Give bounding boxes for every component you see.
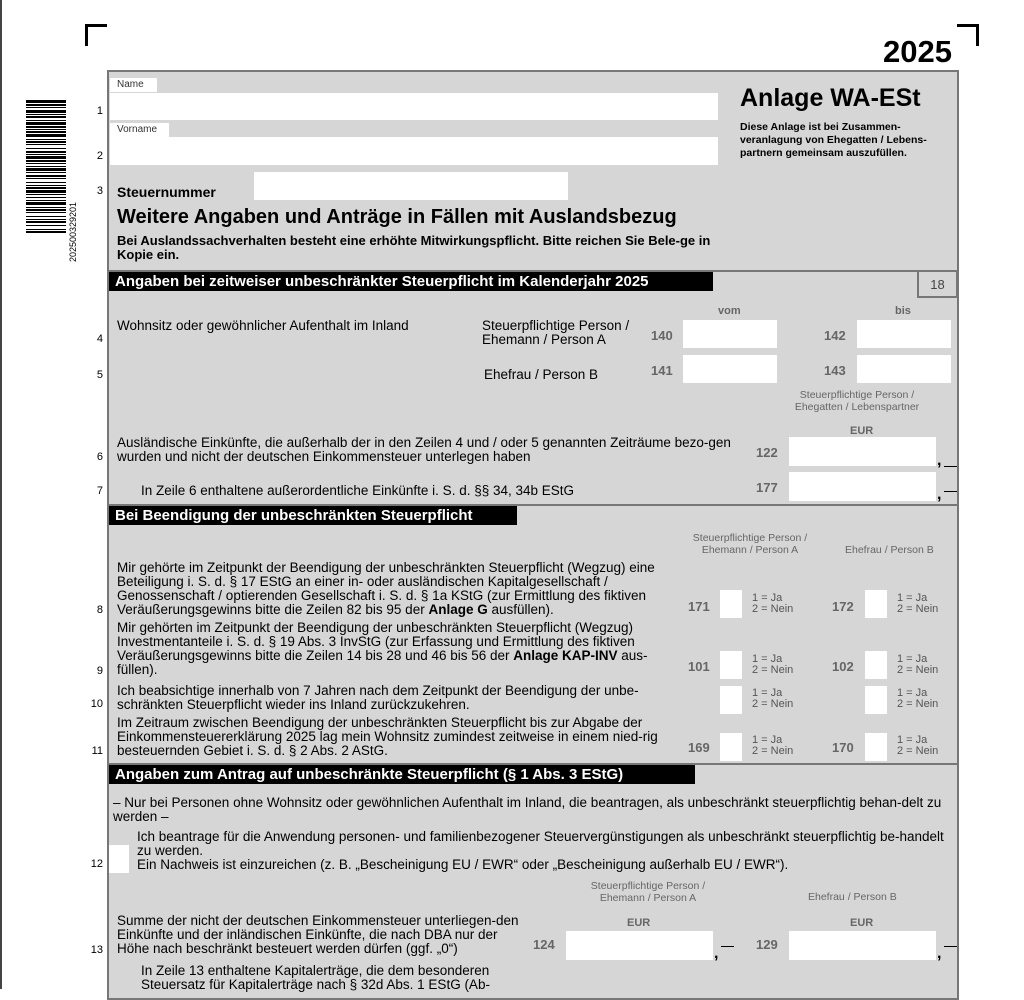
barcode-bar bbox=[26, 187, 66, 189]
year: 2025 bbox=[883, 34, 952, 69]
eur-label: EUR bbox=[627, 917, 651, 929]
field-code-141: 141 bbox=[651, 363, 673, 378]
row4-text: Wohnsitz oder gewöhnlicher Aufenthalt im Inland bbox=[117, 318, 409, 333]
barcode-bar bbox=[26, 185, 66, 186]
barcode-bar bbox=[26, 175, 66, 177]
barcode-bar bbox=[26, 212, 66, 213]
barcode-bar bbox=[26, 154, 66, 155]
line-number: 5 bbox=[96, 369, 103, 381]
vom-date-b[interactable] bbox=[683, 355, 777, 383]
barcode-bar bbox=[26, 190, 66, 193]
barcode bbox=[26, 100, 66, 356]
line-number: 3 bbox=[96, 185, 103, 197]
corner-mark-top-left bbox=[85, 24, 107, 46]
name-label: Name bbox=[110, 78, 157, 92]
row10-text: Ich beabsichtige innerhalb von 7 Jahren nach dem Zeitpunkt der Beendigung der unbe-schränkten Steuerpflicht wieder ins Inland zurückzukehren. bbox=[117, 683, 639, 712]
bis-date-b[interactable] bbox=[857, 355, 951, 383]
line-number: 1 bbox=[96, 105, 103, 117]
vorname-label: Vorname bbox=[110, 123, 169, 137]
barcode-number: 202500329201 bbox=[68, 201, 78, 262]
amount-field-124[interactable] bbox=[566, 931, 713, 960]
barcode-bar bbox=[26, 122, 66, 125]
decimal-comma: , bbox=[937, 945, 942, 962]
column-head-person-b: Ehefrau / Person B bbox=[808, 891, 897, 903]
cents-dash bbox=[944, 946, 957, 947]
field-code-140: 140 bbox=[651, 328, 673, 343]
barcode-bar bbox=[26, 134, 66, 137]
bis-date-a[interactable] bbox=[857, 320, 951, 348]
barcode-bar bbox=[26, 178, 66, 179]
barcode-bar bbox=[26, 160, 66, 162]
checkbox-172[interactable] bbox=[865, 590, 887, 618]
column-head-person-b: Ehefrau / Person B bbox=[845, 544, 934, 556]
name-field[interactable] bbox=[110, 93, 718, 120]
barcode-bar bbox=[26, 151, 66, 153]
column-head-person-a: Steuerpflichtige Person / Ehemann / Person A bbox=[590, 880, 706, 904]
main-heading: Weitere Angaben und Anträge in Fällen mit Auslandsbezug bbox=[117, 206, 677, 228]
row14-text: In Zeile 13 enthaltene Kapitalerträge, die dem besonderen Steuersatz für Kapitalerträge nach § 32d Abs. 1 EStG (Ab- bbox=[141, 963, 490, 992]
barcode-bar bbox=[26, 141, 66, 143]
option-labels: 1 = Ja 2 = Nein bbox=[897, 734, 939, 757]
option-labels: 1 = Ja 2 = Nein bbox=[897, 592, 939, 615]
field-code-124: 124 bbox=[533, 937, 555, 952]
line-number: 10 bbox=[90, 698, 103, 710]
barcode-bar bbox=[26, 107, 66, 108]
row12-text-1: Ich beantrage für die Anwendung personen- und familienbezogener Steuervergünstigungen als unbeschränkt steuerpflichtig be-handelt zu werden. bbox=[137, 829, 944, 858]
line-number: 4 bbox=[96, 333, 103, 345]
section-header-beendigung: Bei Beendigung der unbeschränkten Steuerpflicht bbox=[109, 506, 517, 525]
barcode-bar bbox=[26, 148, 66, 149]
line-number: 8 bbox=[96, 604, 103, 616]
line-number: 2 bbox=[96, 150, 103, 162]
barcode-bar bbox=[26, 100, 66, 103]
person-a-label: Steuerpflichtige Person / Ehemann / Person A bbox=[482, 318, 630, 347]
line-number: 7 bbox=[96, 485, 103, 497]
barcode-bar bbox=[26, 163, 66, 164]
barcode-bar bbox=[26, 207, 66, 208]
option-labels: 1 = Ja 2 = Nein bbox=[752, 687, 794, 710]
barcode-bar bbox=[26, 221, 66, 223]
checkbox-row10-a[interactable] bbox=[720, 686, 742, 714]
field-code-169: 169 bbox=[688, 740, 710, 755]
field-code-142: 142 bbox=[824, 328, 846, 343]
field-code-122: 122 bbox=[756, 445, 778, 460]
barcode-bar bbox=[26, 144, 66, 145]
checkbox-101[interactable] bbox=[720, 651, 742, 679]
vom-label: vom bbox=[718, 305, 741, 317]
barcode-bar bbox=[26, 131, 66, 133]
checkbox-antrag[interactable] bbox=[109, 845, 129, 873]
field-code-102: 102 bbox=[832, 659, 854, 674]
eur-label: EUR bbox=[850, 425, 874, 437]
option-labels: 1 = Ja 2 = Nein bbox=[752, 734, 794, 757]
barcode-bar bbox=[26, 216, 66, 217]
line-number: 9 bbox=[96, 665, 103, 677]
corner-mark-top-right bbox=[957, 24, 979, 46]
row8-text: Mir gehörte im Zeitpunkt der Beendigung der unbeschränkten Steuerpflicht (Wegzug) eine Beteiligung i. S. d. § 17 EStG an einer in- oder ausländischen Kapitalgesellschaft / Genossenschaft / optierenden Gesellschaft i. S. d. § 1a KStG (zur Ermittlung des fiktiven Veräußerungsgewinns bitte die Zeilen 82 bis 95 der Anlage G ausfüllen). bbox=[117, 560, 655, 617]
row6-text: Ausländische Einkünfte, die außerhalb der in den Zeilen 4 und / oder 5 genannten Zeiträume bezo-gen wurden und nicht der deutschen Einkommensteuer unterlegen haben bbox=[117, 435, 731, 464]
amount-field-177[interactable] bbox=[789, 472, 936, 501]
section3-intro: – Nur bei Personen ohne Wohnsitz oder gewöhnlichen Aufenthalt im Inland, die beantragen, als unbeschränkt steuerpflichtig behan-delt zu werden – bbox=[113, 795, 942, 824]
anlage-g-ref: Anlage G bbox=[428, 602, 488, 617]
eur-label: EUR bbox=[850, 917, 874, 929]
anlage-title: Anlage WA-ESt bbox=[740, 84, 921, 112]
checkbox-169[interactable] bbox=[720, 733, 742, 761]
bis-label: bis bbox=[895, 305, 911, 317]
vorname-field[interactable] bbox=[110, 137, 718, 165]
barcode-bar bbox=[26, 114, 66, 115]
section-box-number: 18 bbox=[917, 272, 958, 298]
field-code-101: 101 bbox=[688, 659, 710, 674]
barcode-bar bbox=[26, 126, 66, 128]
barcode-bar bbox=[26, 219, 66, 220]
field-code-129: 129 bbox=[756, 937, 778, 952]
field-code-172: 172 bbox=[832, 599, 854, 614]
line-number: 6 bbox=[96, 451, 103, 463]
line-number: 13 bbox=[90, 944, 103, 956]
section-header-zeitweise: Angaben bei zeitweiser unbeschränkter Steuerpflicht im Kalenderjahr 2025 bbox=[109, 272, 713, 291]
line-number: 11 bbox=[91, 745, 103, 757]
steuernummer-label: Steuernummer bbox=[117, 184, 216, 200]
person-b-label: Ehefrau / Person B bbox=[484, 367, 599, 382]
row9-text: Mir gehörten im Zeitpunkt der Beendigung der unbeschränkten Steuerpflicht (Wegzug) Investmentanteile i. S. d. § 19 Abs. 3 InvStG (zur Erfassung und Ermittlung des fiktiven Veräußerungsgewinns bitte die Zeilen 14 bis 28 und 46 bis 56 der Anlage KAP-INV aus-füllen). bbox=[117, 620, 648, 677]
barcode-bar bbox=[26, 231, 66, 233]
anlage-note: Diese Anlage ist bei Zusammen-veranlagung von Ehegatten / Lebens-partnern gemeinsam auszufüllen. bbox=[740, 121, 927, 159]
option-labels: 1 = Ja 2 = Nein bbox=[752, 592, 794, 615]
row12-text-2: Ein Nachweis ist einzureichen (z. B. „Bescheinigung EU / EWR“ oder „Bescheinigung außerhalb EU / EWR“). bbox=[137, 857, 789, 872]
barcode-bar bbox=[26, 200, 66, 201]
barcode-bar bbox=[26, 182, 66, 183]
barcode-bar bbox=[26, 197, 66, 198]
main-subheading: Bei Auslandssachverhalten besteht eine erhöhte Mitwirkungspflicht. Bitte reichen Sie Bele-ge in Kopie ein. bbox=[117, 233, 711, 262]
barcode-bar bbox=[26, 225, 66, 226]
checkbox-102[interactable] bbox=[865, 651, 887, 679]
decimal-comma: , bbox=[937, 452, 942, 469]
barcode-bar bbox=[26, 172, 66, 173]
cents-dash bbox=[721, 946, 734, 947]
barcode-bar bbox=[26, 168, 66, 171]
checkbox-171[interactable] bbox=[720, 590, 742, 618]
amount-field-122[interactable] bbox=[789, 437, 936, 466]
barcode-bar bbox=[26, 194, 66, 195]
barcode-bar bbox=[26, 166, 66, 167]
cents-dash bbox=[944, 466, 957, 467]
line-number: 12 bbox=[90, 858, 103, 870]
barcode-bar bbox=[26, 110, 66, 113]
field-code-171: 171 bbox=[688, 599, 710, 614]
barcode-bar bbox=[26, 129, 66, 130]
option-labels: 1 = Ja 2 = Nein bbox=[897, 687, 939, 710]
barcode-bar bbox=[26, 104, 66, 106]
anlage-kap-inv-ref: Anlage KAP-INV bbox=[513, 648, 618, 663]
barcode-bar bbox=[26, 202, 66, 205]
row7-text: In Zeile 6 enthaltene außerordentliche Einkünfte i. S. d. §§ 34, 34b EStG bbox=[141, 483, 575, 498]
cents-dash bbox=[944, 491, 957, 492]
option-labels: 1 = Ja 2 = Nein bbox=[752, 653, 794, 676]
checkbox-170[interactable] bbox=[865, 733, 887, 761]
column-head-person-a: Steuerpflichtige Person / Ehemann / Person A bbox=[692, 532, 808, 556]
barcode-bar bbox=[26, 156, 66, 159]
option-labels: 1 = Ja 2 = Nein bbox=[897, 653, 939, 676]
barcode-bar bbox=[26, 139, 66, 140]
field-code-143: 143 bbox=[824, 363, 846, 378]
vom-date-a[interactable] bbox=[683, 320, 777, 348]
section-header-antrag: Angaben zum Antrag auf unbeschränkte Steuerpflicht (§ 1 Abs. 3 EStG) bbox=[109, 765, 695, 784]
column-head-stpfl: Steuerpflichtige Person / Ehegatten / Lebenspartner bbox=[794, 389, 920, 413]
row11-text: Im Zeitraum zwischen Beendigung der unbeschränkten Steuerpflicht bis zur Abgabe der Einkommensteuererklärung 2025 lag mein Wohnsitz zumindest zeitweise in einem nied-rig besteuernden Gebiet i. S. d. § 2 Abs. 2 AStG. bbox=[117, 715, 658, 758]
field-code-170: 170 bbox=[832, 740, 854, 755]
barcode-bar bbox=[26, 116, 66, 118]
checkbox-row10-b[interactable] bbox=[865, 686, 887, 714]
barcode-bar bbox=[26, 229, 66, 230]
barcode-bar bbox=[26, 120, 66, 121]
barcode-bar bbox=[26, 209, 66, 211]
row13-text: Summe der nicht der deutschen Einkommensteuer unterliegen-den Einkünfte und der inländischen Einkünfte, die nach DBA nur der Höhe nach beschränkt besteuert werden dürfen (ggf. „0“) bbox=[117, 913, 519, 956]
field-code-177: 177 bbox=[756, 480, 778, 495]
decimal-comma: , bbox=[714, 945, 719, 962]
decimal-comma: , bbox=[937, 486, 942, 503]
left-edge-line bbox=[0, 0, 2, 989]
amount-field-129[interactable] bbox=[789, 931, 936, 960]
steuernummer-field[interactable] bbox=[254, 172, 568, 200]
